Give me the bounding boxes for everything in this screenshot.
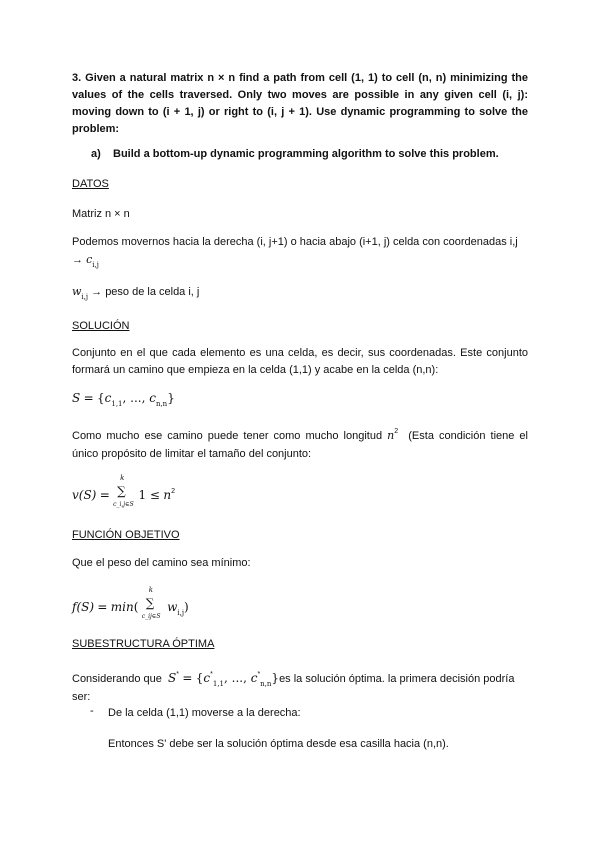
task-a: a) Build a bottom-up dynamic programming algorithm to solve this problem. <box>91 148 499 160</box>
cell-notation-formula: → $c_{i,j}$ <box>72 253 99 269</box>
set-formula: $S = \{c_{1,1}$, ..., $c_{n,n}$} <box>72 391 175 408</box>
section-subestructura-heading: SUBESTRUCTURA ÓPTIMA <box>72 638 215 650</box>
funcion-text: Que el peso del camino sea mínimo: <box>72 557 251 569</box>
sum-symbol: k ∑ c_i,j∈S <box>113 474 134 508</box>
section-funcion-heading: FUNCIÓN OBJETIVO <box>72 529 180 541</box>
weight-line: $w_{i,j}$ → peso de la celda i, j <box>72 285 200 301</box>
list-item-consequence: Entonces S' debe ser la solución óptima desde esa casilla hacia (n,n). <box>108 738 449 750</box>
subestructura-line: Considerando que $S^* = \{c^*_{1,1}$, ..., $c^*_{n,n}\}es$ la solución óptima. la primera decisión podría ser: <box>72 671 515 703</box>
matrix-line: Matriz n × n <box>72 208 130 220</box>
moves-line: Podemos movernos hacia la derecha (i, j+1) o hacia abajo (i+1, j) celda con coordenadas i,j → $c_{i,j}$ <box>72 236 518 269</box>
objective-formula: f(S) = min( k ∑ c_ij∈S $w_{i,j}$) <box>72 586 189 620</box>
length-paragraph: Como mucho ese camino puede tener como mucho longitud $n^2$ (Esta condición tiene el único propósito de limitar el tamaño del conjunto: <box>72 428 528 460</box>
section-datos-heading: DATOS <box>72 178 109 190</box>
list-bullet: - <box>90 705 94 717</box>
solucion-paragraph: Conjunto en el que cada elemento es una celda, es decir, sus coordenadas. Este conjunto formará un camino que empieza en la celda (1,1) y acabe en la celda (n,n): <box>72 347 528 376</box>
size-formula: v(S) = k ∑ c_i,j∈S $1 \le n^2$ <box>72 474 175 508</box>
weight-formula: $w_{i,j}$ → <box>72 285 103 301</box>
exercise-statement: 3. Given a natural matrix n × n find a path from cell (1, 1) to cell (n, n) minimizing the values of the cells traversed. Only two moves are possible in any given cell (i, j): moving down to (i + 1, j) or right to (i, j + 1). Use dynamic programming to solve the problem: <box>72 72 528 135</box>
list-item-right: De la celda (1,1) moverse a la derecha: <box>108 707 301 719</box>
sum-symbol: k ∑ c_ij∈S <box>141 586 161 620</box>
section-solucion-heading: SOLUCIÓN <box>72 320 130 332</box>
optimal-set-formula: $S^* = \{c^*_{1,1}$, ..., $c^*_{n,n}$} <box>168 671 280 688</box>
